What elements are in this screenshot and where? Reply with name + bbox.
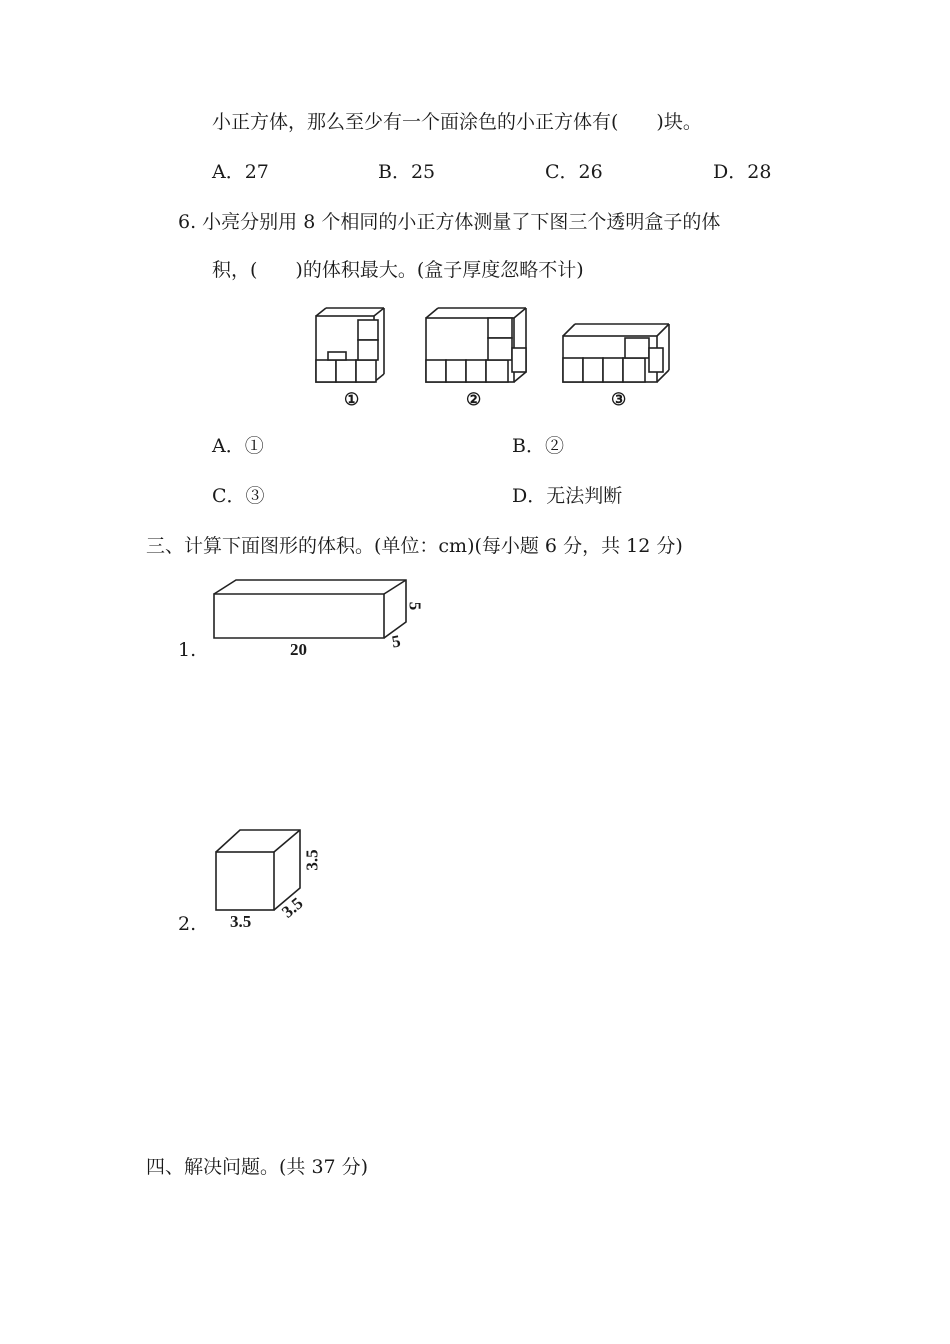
cube-length-label: 3.5 [230,912,252,931]
q5-text: 小正方体，那么至少有一个面涂色的小正方体有( )块。 [212,111,702,133]
box-figure-3 [561,322,675,386]
cube-height-label: 3.5 [302,849,322,871]
q5-option-c: C．26 [545,161,603,183]
cuboid-width-label: 5 [390,631,402,652]
cuboid-length-label: 20 [290,640,307,659]
q6-text-line2: 积，( )的体积最大。(盒子厚度忽略不计) [212,259,584,281]
box-figure-3-label: ③ [611,390,627,409]
q5-option-b: B．25 [378,161,436,183]
cuboid-height-label: 5 [405,601,425,611]
box-figure-1 [314,306,394,386]
q6-option-b: B．② [512,435,564,457]
section4-heading: 四、解决问题。(共 37 分) [146,1156,369,1178]
q5-option-a: A．27 [212,161,269,183]
section3-heading: 三、计算下面图形的体积。(单位：cm)(每小题 6 分，共 12 分) [146,535,683,557]
q6-option-d: D．无法判断 [512,485,623,507]
q6-option-c: C．③ [212,485,265,507]
q6-text-line1: 6. 小亮分别用 8 个相同的小正方体测量了下图三个透明盒子的体 [178,211,721,233]
figure1-number: 1. [178,639,197,661]
figure2-number: 2. [178,913,197,935]
box-figure-2 [424,306,534,386]
q6-option-a: A．① [212,435,264,457]
box-figure-1-label: ① [344,390,360,409]
q5-option-d: D．28 [713,161,772,183]
cube-width-label: 3.5 [278,893,307,922]
box-figure-2-label: ② [466,390,482,409]
cuboid-figure [212,578,412,642]
